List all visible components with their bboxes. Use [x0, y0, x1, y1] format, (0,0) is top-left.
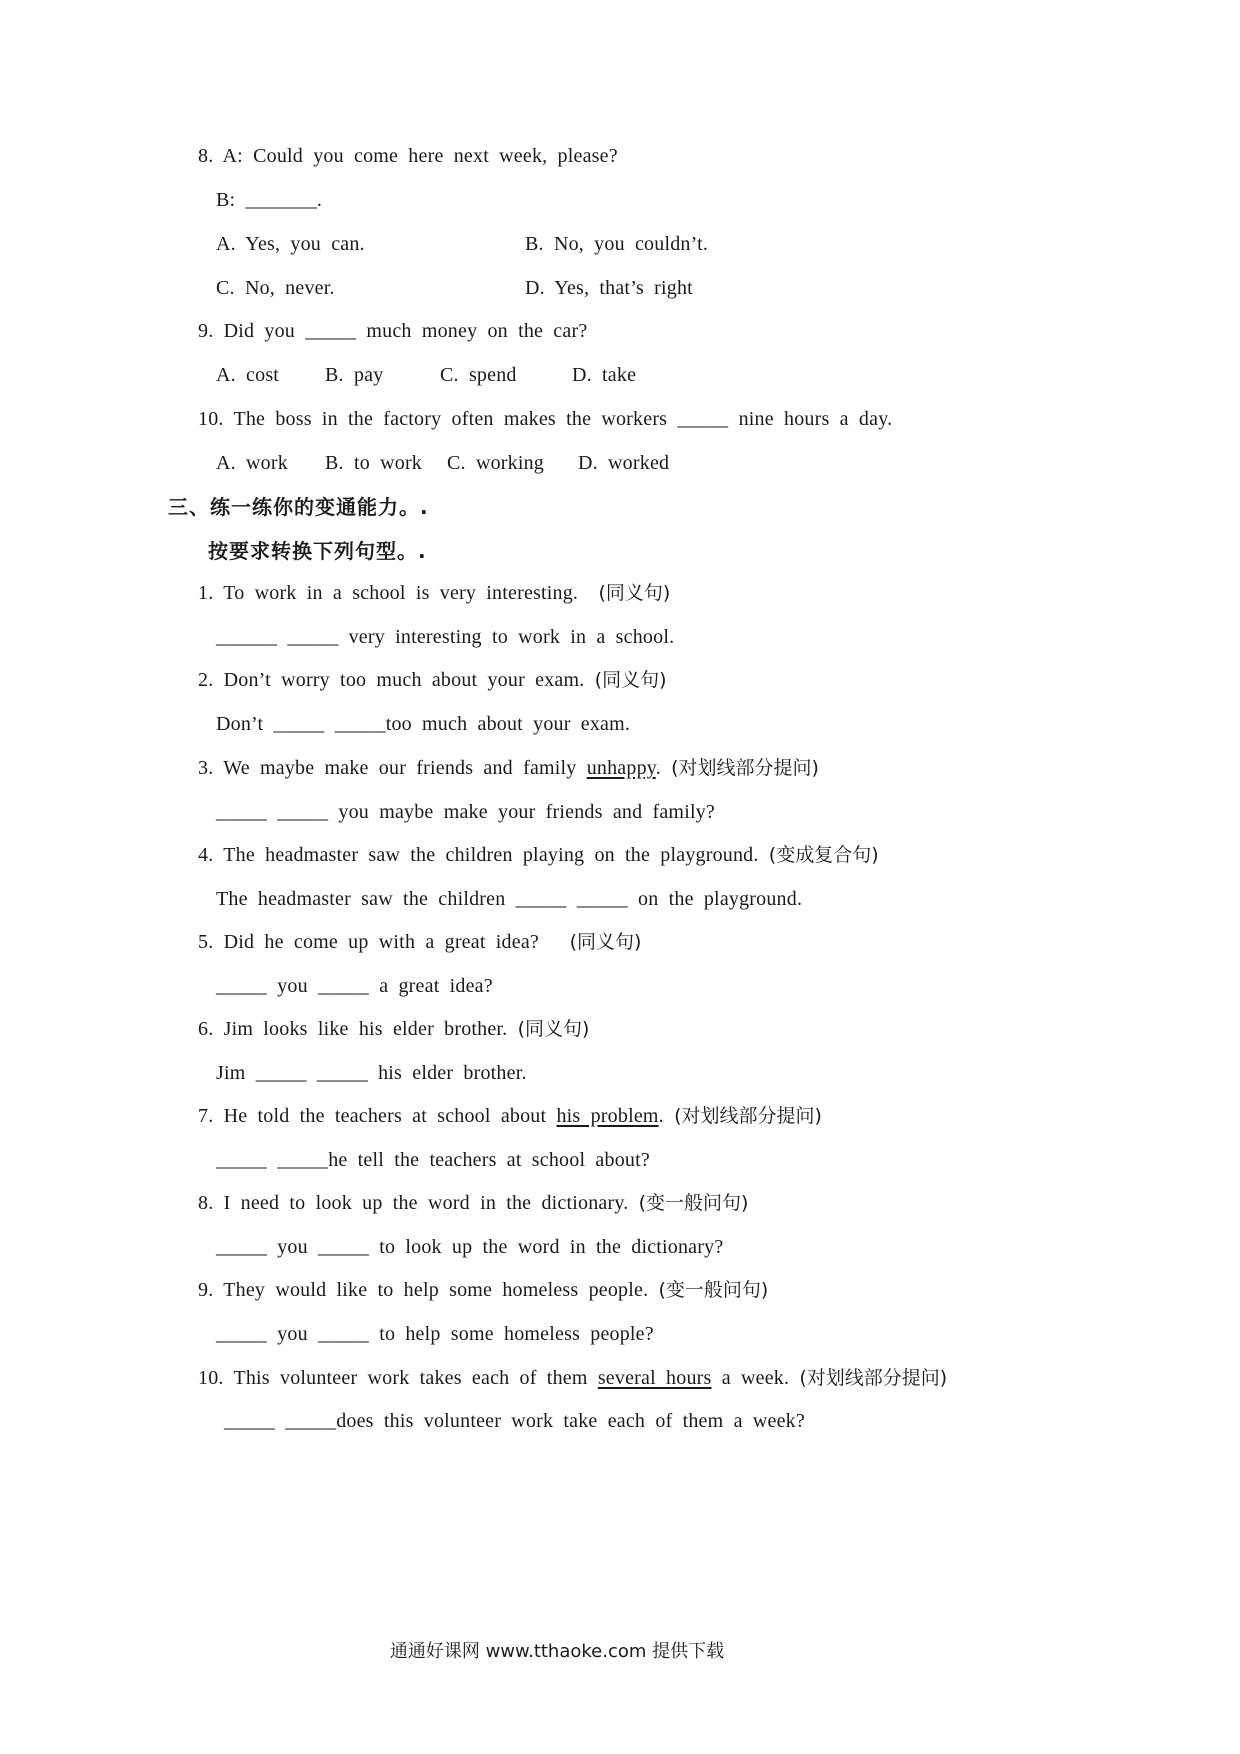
- q8-option-b: B. No, you couldn’t.: [525, 233, 709, 255]
- item-7-answer: _____ _____he tell the teachers at school about?: [216, 1149, 650, 1171]
- item-5-question: 5. Did he come up with a great idea? (同义句): [198, 931, 642, 953]
- q8-answer-line: B: _______.: [216, 189, 323, 211]
- q9-option-d: D. take: [572, 364, 637, 386]
- q8-option-d: D. Yes, that’s right: [525, 277, 693, 299]
- item-1-answer: ______ _____ very interesting to work in a school.: [216, 626, 675, 648]
- q10-option-a: A. work: [216, 452, 288, 474]
- q9-question: 9. Did you _____ much money on the car?: [198, 320, 588, 342]
- item-7-question: 7. He told the teachers at school about his problem. (对划线部分提问): [198, 1105, 822, 1127]
- q10-option-d: D. worked: [578, 452, 670, 474]
- page-footer: 通通好课网 www.tthaoke.com 提供下载: [389, 1641, 725, 1662]
- q9-option-a: A. cost: [216, 364, 280, 386]
- item-10-question: 10. This volunteer work takes each of them several hours a week. (对划线部分提问): [198, 1367, 948, 1389]
- q8-option-a: A. Yes, you can.: [216, 233, 365, 255]
- item-4-answer: The headmaster saw the children _____ _____ on the playground.: [216, 888, 803, 910]
- item-7-underlined: his problem: [556, 1105, 659, 1127]
- item-10-underlined: several hours: [597, 1367, 712, 1389]
- item-4-question: 4. The headmaster saw the children playing on the playground. (变成复合句): [198, 844, 879, 866]
- item-8-question: 8. I need to look up the word in the dictionary. (变一般问句): [198, 1192, 749, 1214]
- item-9-answer: _____ you _____ to help some homeless people?: [216, 1323, 654, 1345]
- section-title: 三、练一练你的变通能力。.: [168, 495, 429, 519]
- item-9-question: 9. They would like to help some homeless people. (变一般问句): [198, 1279, 769, 1301]
- q8-question: 8. A: Could you come here next week, please?: [198, 145, 618, 167]
- item-5-answer: _____ you _____ a great idea?: [216, 975, 493, 997]
- q10-question: 10. The boss in the factory often makes the workers _____ nine hours a day.: [198, 408, 893, 430]
- item-2-question: 2. Don’t worry too much about your exam. (同义句): [198, 669, 667, 691]
- q9-option-b: B. pay: [325, 364, 384, 386]
- item-3-underlined: unhappy: [586, 757, 656, 779]
- q10-option-b: B. to work: [325, 452, 422, 474]
- item-10-answer: _____ _____does this volunteer work take each of them a week?: [224, 1410, 805, 1432]
- item-6-question: 6. Jim looks like his elder brother. (同义句): [198, 1018, 590, 1040]
- item-6-answer: Jim _____ _____ his elder brother.: [216, 1062, 527, 1084]
- section-instruction: 按要求转换下列句型。.: [208, 539, 427, 563]
- q9-option-c: C. spend: [440, 364, 517, 386]
- item-1-question: 1. To work in a school is very interesting. (同义句): [198, 582, 671, 604]
- item-3-answer: _____ _____ you maybe make your friends and family?: [216, 801, 715, 823]
- q10-option-c: C. working: [447, 452, 544, 474]
- item-8-answer: _____ you _____ to look up the word in the dictionary?: [216, 1236, 724, 1258]
- q8-option-c: C. No, never.: [216, 277, 335, 299]
- item-2-answer: Don’t _____ _____too much about your exam.: [216, 713, 631, 735]
- item-3-question: 3. We maybe make our friends and family unhappy. (对划线部分提问): [198, 757, 819, 779]
